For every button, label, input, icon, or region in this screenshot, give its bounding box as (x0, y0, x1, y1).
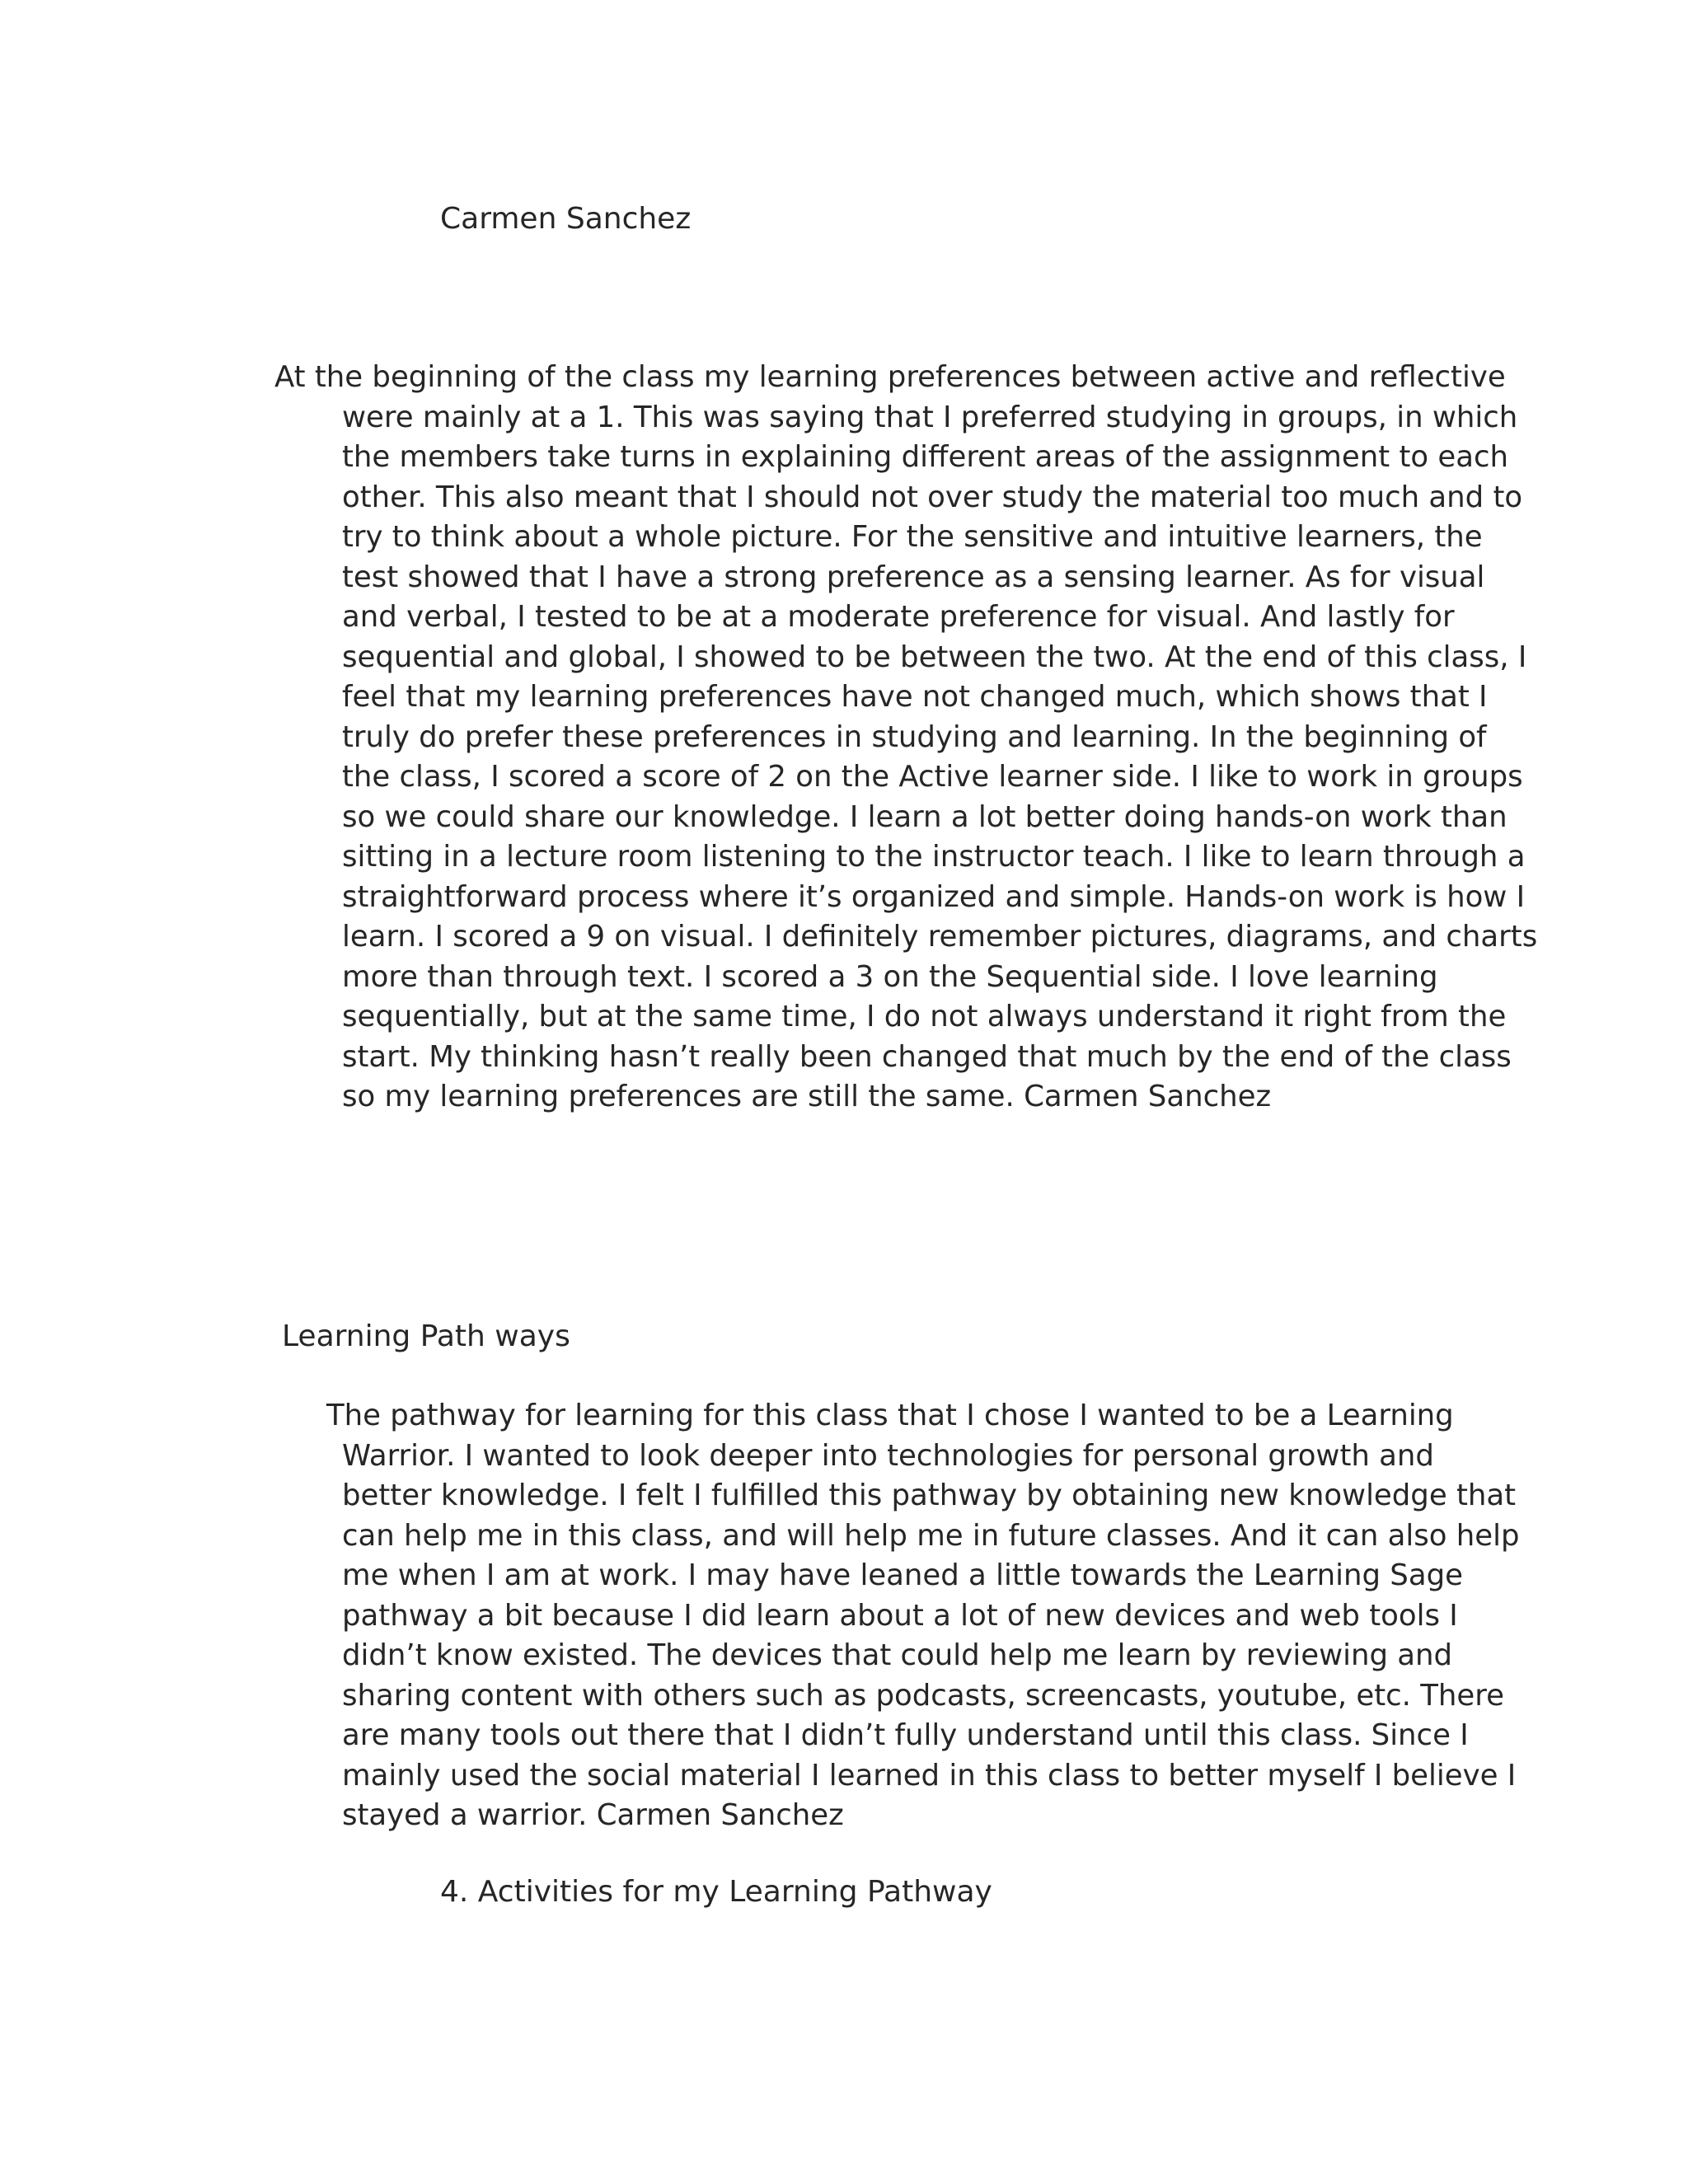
numbered-list-item: 4. Activities for my Learning Pathway (440, 1875, 992, 1909)
paragraph-line: didn’t know existed. The devices that could help me learn by reviewing and (342, 1638, 1453, 1672)
paragraph-line: other. This also meant that I should not over study the material too much and to (342, 480, 1523, 514)
paragraph-line: test showed that I have a strong preference as a sensing learner. As for visual (342, 560, 1485, 594)
paragraph-line: better knowledge. I felt I fulfilled this pathway by obtaining new knowledge that (342, 1479, 1517, 1512)
paragraph-line: try to think about a whole picture. For the sensitive and intuitive learners, the (342, 520, 1483, 554)
paragraph-line: mainly used the social material I learned in this class to better myself I believe I (342, 1758, 1517, 1793)
paragraph-line: me when I am at work. I may have leaned a little towards the Learning Sage (342, 1558, 1463, 1592)
paragraph-line: were mainly at a 1. This was saying that I preferred studying in groups, in which (342, 400, 1518, 434)
author-name: Carmen Sanchez (440, 202, 692, 236)
paragraph-line: so we could share our knowledge. I learn a lot better doing hands-on work than (342, 799, 1507, 834)
paragraph-line: pathway a bit because I did learn about a lot of new devices and web tools I (342, 1598, 1458, 1633)
paragraph-line: truly do prefer these preferences in studying and learning. In the beginning of (342, 719, 1487, 754)
paragraph-line: sharing content with others such as podcasts, screencasts, youtube, etc. There (342, 1678, 1504, 1713)
section-heading: Learning Path ways (282, 1319, 570, 1353)
paragraph-line: more than through text. I scored a 3 on the Sequential side. I love learning (342, 959, 1438, 994)
paragraph-line: so my learning preferences are still the same. Carmen Sanchez (342, 1080, 1272, 1113)
paragraph-line: are many tools out there that I didn’t fully understand until this class. Since I (342, 1718, 1469, 1752)
paragraph-line: Warrior. I wanted to look deeper into technologies for personal growth and (342, 1438, 1434, 1473)
paragraph-line: sequentially, but at the same time, I do not always understand it right from the (342, 1000, 1507, 1033)
paragraph-line: stayed a warrior. Carmen Sanchez (342, 1798, 844, 1832)
paragraph-line: straightforward process where it’s organized and simple. Hands-on work is how I (342, 879, 1526, 914)
paragraph-line: sitting in a lecture room listening to the instructor teach. I like to learn through a (342, 840, 1526, 874)
paragraph-line: the members take turns in explaining different areas of the assignment to each (342, 440, 1508, 474)
learning-preferences-paragraph (274, 358, 1537, 1118)
paragraph-line: sequential and global, I showed to be between the two. At the end of this class, I (342, 640, 1527, 674)
paragraph-line: The pathway for learning for this class that I chose I wanted to be a Learning (326, 1399, 1454, 1432)
paragraph-line: and verbal, I tested to be at a moderate preference for visual. And lastly for (342, 600, 1455, 634)
learning-pathway-paragraph (326, 1396, 1520, 1836)
paragraph-line: learn. I scored a 9 on visual. I definitely remember pictures, diagrams, and charts (342, 920, 1538, 954)
paragraph-line: start. My thinking hasn’t really been changed that much by the end of the class (342, 1039, 1512, 1074)
paragraph-line: can help me in this class, and will help me in future classes. And it can also help (342, 1518, 1520, 1553)
paragraph-line: feel that my learning preferences have not changed much, which shows that I (342, 680, 1488, 714)
paragraph-line: the class, I scored a score of 2 on the Active learner side. I like to work in groups (342, 760, 1523, 794)
paragraph-line: At the beginning of the class my learning preferences between active and reflective (274, 360, 1506, 394)
